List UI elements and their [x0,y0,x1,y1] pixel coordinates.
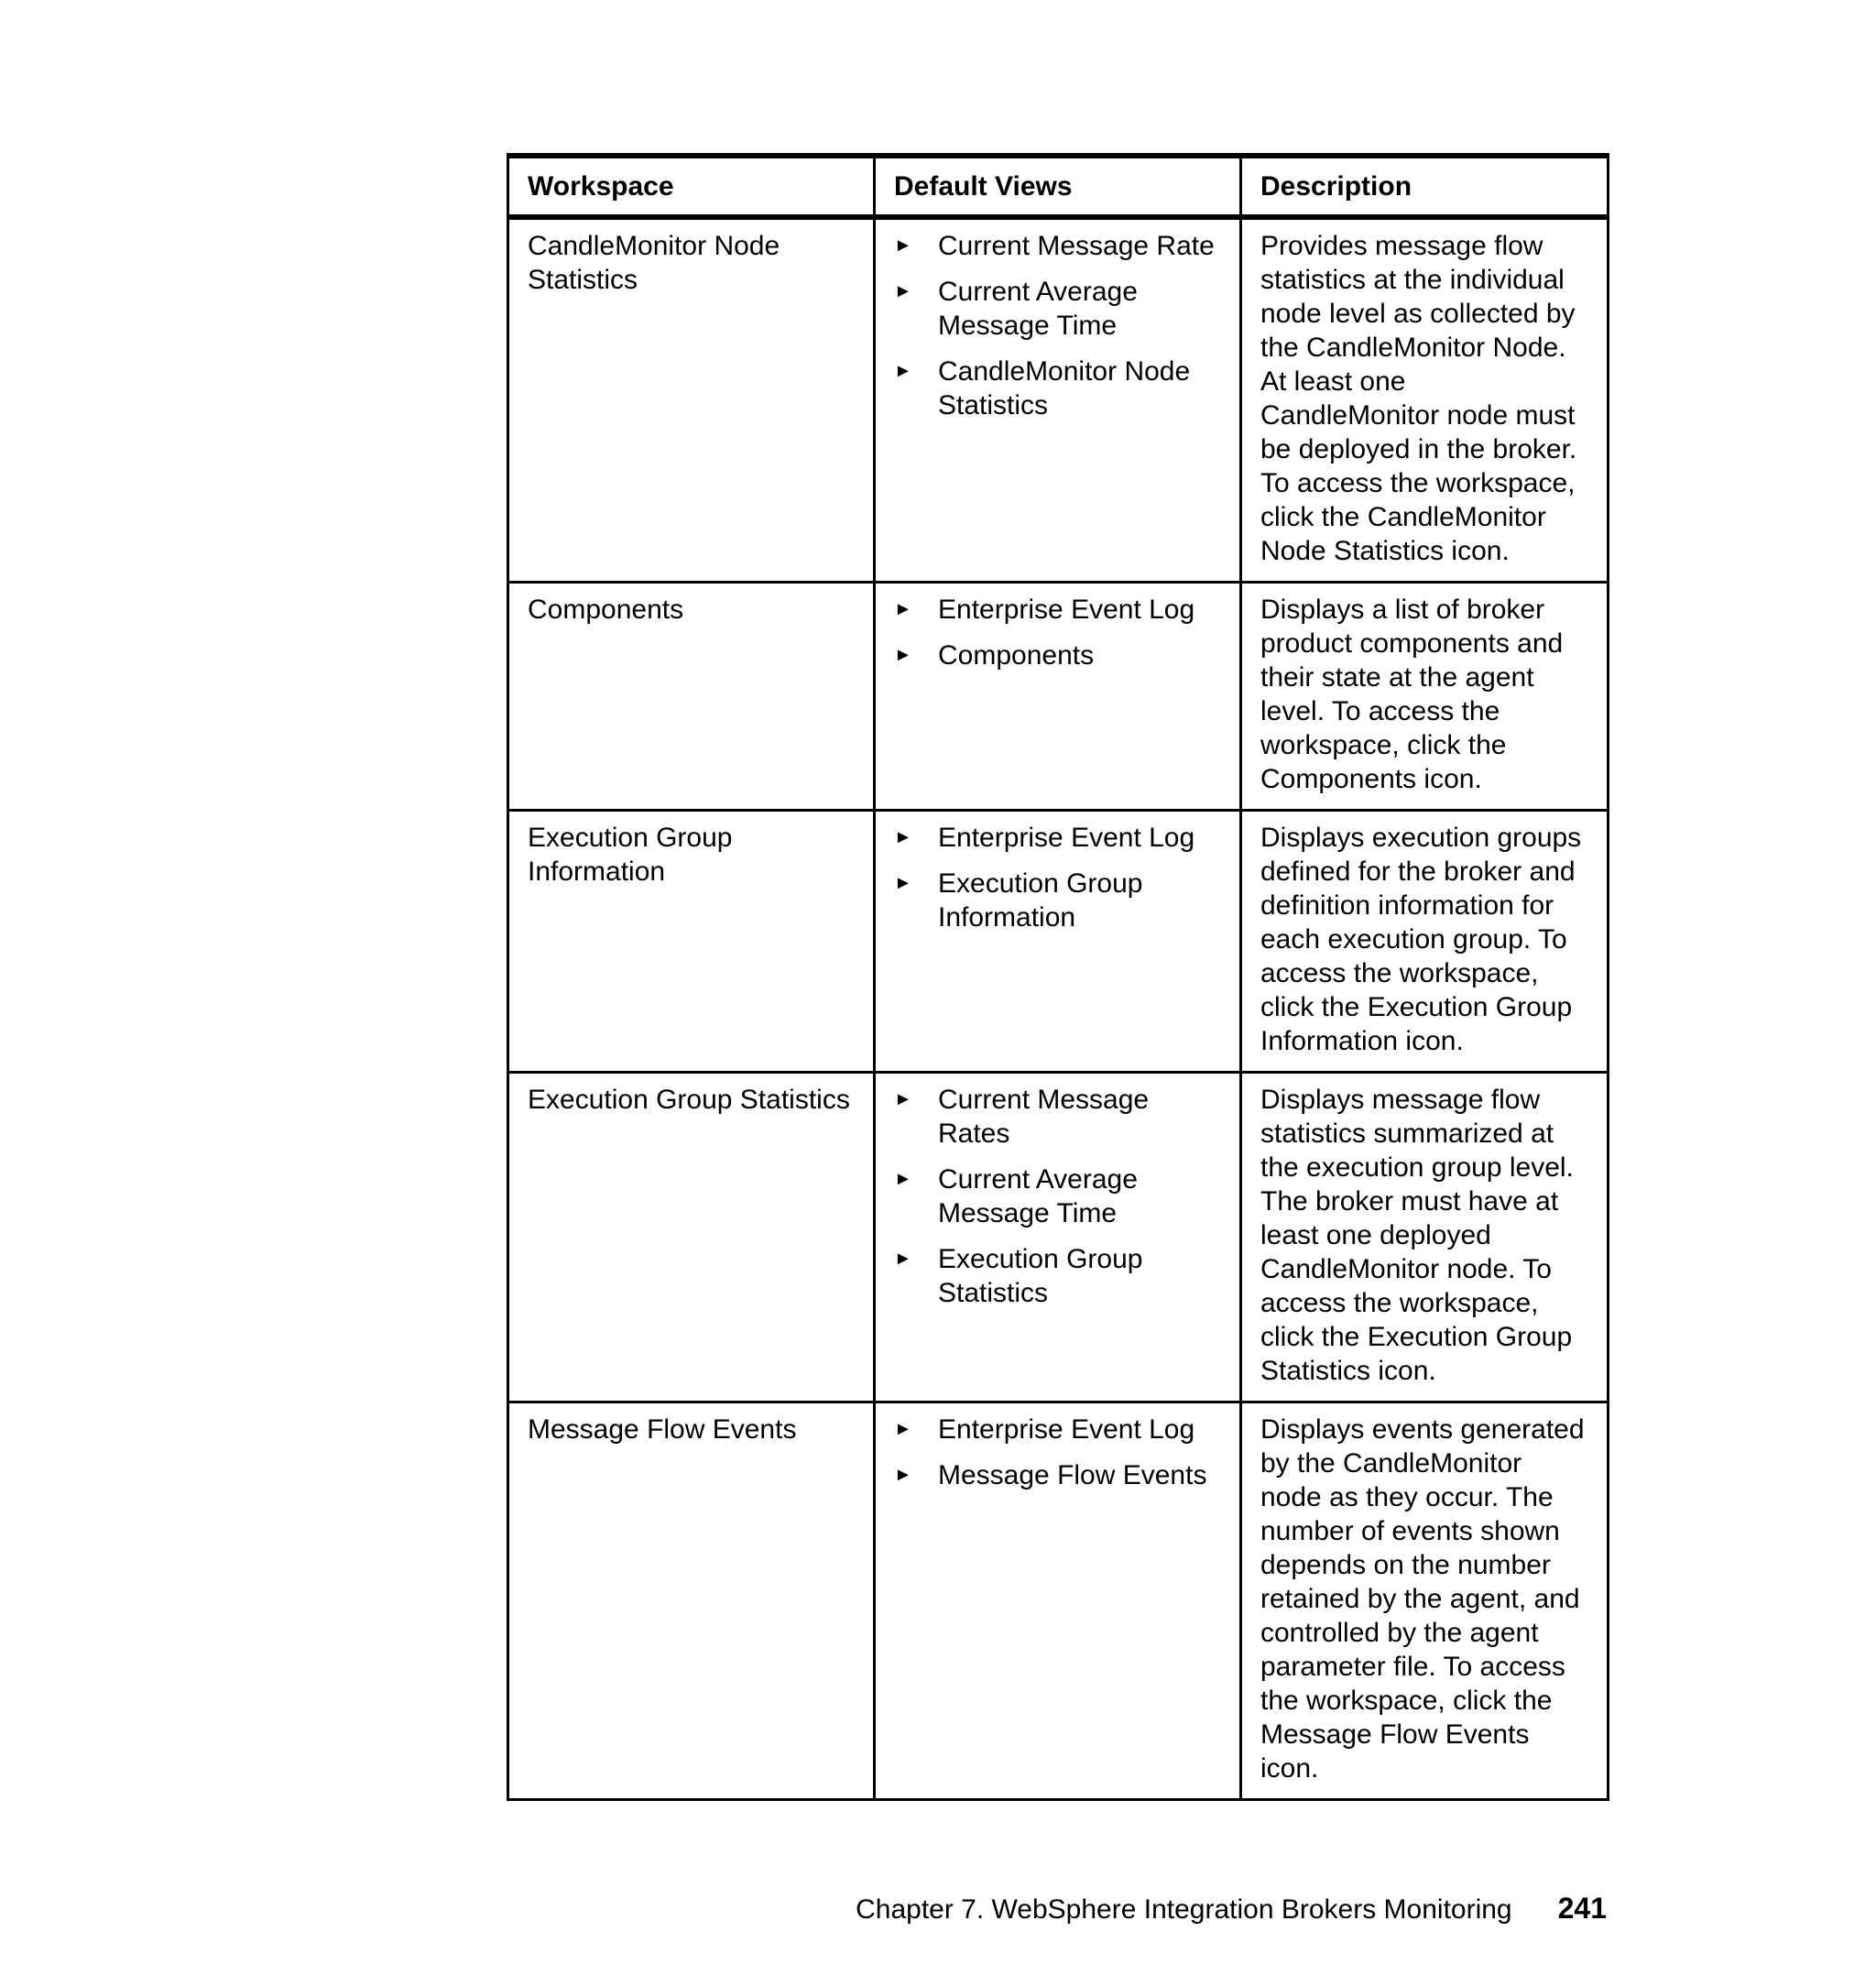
views-list [894,593,1223,672]
triangle-right-icon: ► [894,235,912,256]
chapter-title: Chapter 7. WebSphere Integration Brokers Monitoring [856,1894,1512,1925]
table-row [508,1073,1609,1402]
triangle-right-icon: ► [894,1249,912,1269]
list-item [894,593,1223,627]
workspace-cell: Components [508,583,875,811]
description-cell: Displays events generated by the CandleMonitor node as they occur. The number of events shown depends on the number retained by the agent, and controlled by the agent parameter file. To access the workspace, click the Message Flow Events icon. [1241,1402,1609,1800]
view-label: Enterprise Event Log [938,1414,1195,1445]
default-views-cell [875,217,1241,583]
triangle-right-icon: ► [894,1419,912,1439]
triangle-right-icon: ► [894,645,912,665]
header-default-views: Default Views [875,156,1241,217]
workspace-cell: Execution Group Information [508,811,875,1073]
views-list [894,1083,1223,1310]
views-list [894,821,1223,934]
triangle-right-icon: ► [894,599,912,619]
workspace-cell: Message Flow Events [508,1402,875,1800]
description-cell: Displays message flow statistics summarized at the execution group level. The broker must have at least one deployed CandleMonitor node. To access the workspace, click the Execution Group Statistics icon. [1241,1073,1609,1402]
list-item [894,275,1223,343]
triangle-right-icon: ► [894,361,912,381]
views-list [894,229,1223,422]
view-label: Enterprise Event Log [938,823,1195,853]
view-label: Execution Group Information [938,868,1143,933]
default-views-cell [875,811,1241,1073]
view-label: Message Flow Events [938,1460,1207,1490]
triangle-right-icon: ► [894,281,912,301]
description-cell: Displays execution groups defined for the broker and definition information for each execution group. To access the workspace, click the Execution Group Information icon. [1241,811,1609,1073]
default-views-cell [875,1073,1241,1402]
header-workspace: Workspace [508,156,875,217]
list-item [894,1413,1223,1446]
triangle-right-icon: ► [894,1465,912,1485]
list-item [894,867,1223,934]
table-row [508,217,1609,583]
list-item [894,1242,1223,1310]
description-cell: Provides message flow statistics at the individual node level as collected by the CandleMonitor Node. At least one CandleMonitor node must be deployed in the broker. To access the workspace, click the CandleMonitor Node Statistics icon. [1241,217,1609,583]
list-item [894,355,1223,422]
view-label: Current Average Message Time [938,1164,1138,1228]
triangle-right-icon: ► [894,873,912,893]
views-list [894,1413,1223,1492]
workspace-cell: Execution Group Statistics [508,1073,875,1402]
default-views-cell [875,583,1241,811]
description-cell: Displays a list of broker product components and their state at the agent level. To access the workspace, click the Components icon. [1241,583,1609,811]
triangle-right-icon: ► [894,1089,912,1109]
view-label: Components [938,640,1095,671]
table-row [508,583,1609,811]
triangle-right-icon: ► [894,827,912,847]
list-item [894,1458,1223,1492]
list-item [894,638,1223,672]
table-row [508,811,1609,1073]
header-description: Description [1241,156,1609,217]
view-label: Enterprise Event Log [938,595,1195,625]
default-views-cell [875,1402,1241,1800]
table-header-row [508,156,1609,217]
list-item [894,1083,1223,1151]
workspaces-table [507,153,1609,1801]
triangle-right-icon: ► [894,1169,912,1189]
table-row [508,1402,1609,1800]
page-footer [824,1890,1607,1928]
list-item [894,821,1223,855]
list-item [894,229,1223,263]
view-label: Current Average Message Time [938,277,1138,341]
view-label: Current Message Rate [938,231,1215,261]
view-label: Current Message Rates [938,1085,1150,1149]
list-item [894,1162,1223,1230]
workspace-cell: CandleMonitor Node Statistics [508,217,875,583]
view-label: CandleMonitor Node Statistics [938,356,1191,420]
view-label: Execution Group Statistics [938,1244,1143,1308]
page-number: 241 [1557,1892,1607,1925]
